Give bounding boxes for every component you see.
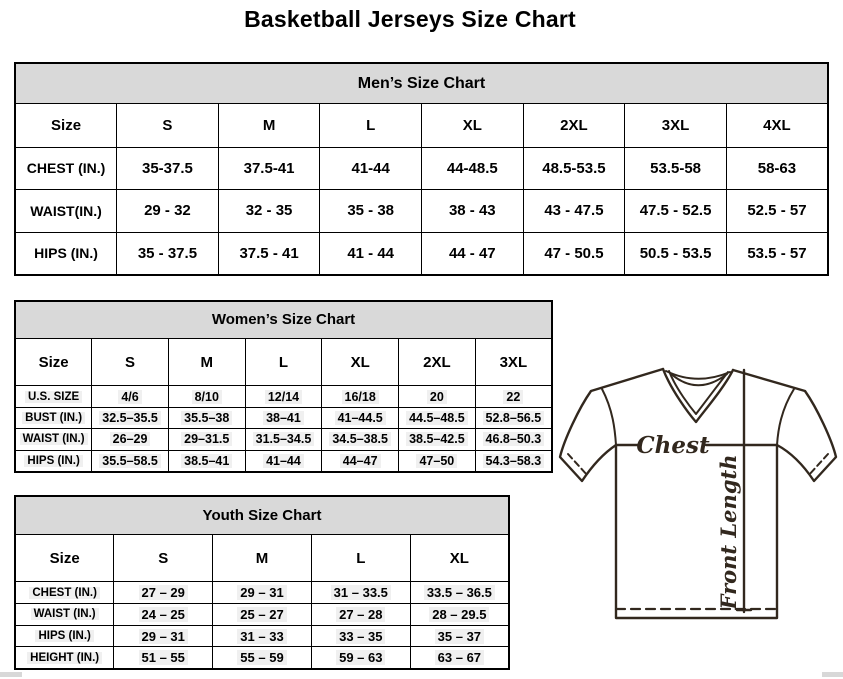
youth-cell: 35 – 37 — [410, 625, 509, 647]
chest-label: Chest — [636, 432, 710, 459]
womens-cell: 12/14 — [245, 386, 322, 407]
mens-cell: 53.5 - 57 — [726, 232, 828, 275]
womens-cell: 31.5–34.5 — [245, 429, 322, 450]
mens-cell: 47.5 - 52.5 — [625, 190, 727, 232]
womens-cell: 29–31.5 — [168, 429, 245, 450]
womens-cell: 41–44 — [245, 450, 322, 472]
womens-chart-title: Women’s Size Chart — [15, 301, 552, 338]
youth-cell: 51 – 55 — [114, 647, 213, 669]
mens-cell: 48.5-53.5 — [523, 147, 625, 189]
youth-cell: 27 – 29 — [114, 582, 213, 604]
womens-col-m: M — [168, 338, 245, 386]
mens-row-label: HIPS (IN.) — [15, 232, 117, 275]
youth-cell: 31 – 33.5 — [311, 582, 410, 604]
womens-cell: 26–29 — [92, 429, 169, 450]
mens-col-s: S — [117, 104, 219, 147]
youth-cell: 24 – 25 — [114, 604, 213, 626]
mens-col-l: L — [320, 104, 422, 147]
womens-cell: 38.5–41 — [168, 450, 245, 472]
mens-col-2xl: 2XL — [523, 104, 625, 147]
mens-cell: 35-37.5 — [117, 147, 219, 189]
youth-row-label: WAIST (IN.) — [15, 604, 114, 626]
mens-cell: 41 - 44 — [320, 232, 422, 275]
mens-cell: 38 - 43 — [422, 190, 524, 232]
womens-col-3xl: 3XL — [475, 338, 552, 386]
womens-row-label: WAIST (IN.) — [15, 429, 92, 450]
womens-cell: 8/10 — [168, 386, 245, 407]
scrollbar-fragment-left — [0, 672, 22, 677]
womens-cell: 38.5–42.5 — [399, 429, 476, 450]
womens-row — [15, 386, 552, 407]
right-cuff-stitch — [808, 454, 828, 476]
mens-col-xl: XL — [422, 104, 524, 147]
womens-cell: 20 — [399, 386, 476, 407]
womens-cell: 46.8–50.3 — [475, 429, 552, 450]
womens-cell: 16/18 — [322, 386, 399, 407]
page-title: Basketball Jerseys Size Chart — [244, 6, 576, 32]
mens-chart-title: Men’s Size Chart — [15, 63, 828, 104]
mens-cell: 44-48.5 — [422, 147, 524, 189]
youth-cell: 55 – 59 — [213, 647, 312, 669]
womens-col-s: S — [92, 338, 169, 386]
youth-row — [15, 647, 509, 669]
womens-cell: 22 — [475, 386, 552, 407]
womens-col-size: Size — [15, 338, 92, 386]
scrollbar-fragment-right — [822, 672, 843, 677]
womens-row-label: HIPS (IN.) — [15, 450, 92, 472]
youth-cell: 63 – 67 — [410, 647, 509, 669]
youth-row — [15, 625, 509, 647]
womens-row — [15, 407, 552, 428]
womens-row-label: U.S. SIZE — [15, 386, 92, 407]
womens-cell: 4/6 — [92, 386, 169, 407]
jersey-outline — [560, 369, 836, 618]
womens-cell: 54.3–58.3 — [475, 450, 552, 472]
womens-cell: 32.5–35.5 — [92, 407, 169, 428]
womens-cell: 35.5–58.5 — [92, 450, 169, 472]
womens-cell: 38–41 — [245, 407, 322, 428]
youth-row-label: CHEST (IN.) — [15, 582, 114, 604]
womens-cell: 41–44.5 — [322, 407, 399, 428]
womens-row — [15, 429, 552, 450]
youth-col-s: S — [114, 535, 213, 582]
mens-cell: 32 - 35 — [218, 190, 320, 232]
womens-cell: 52.8–56.5 — [475, 407, 552, 428]
mens-cell: 53.5-58 — [625, 147, 727, 189]
mens-cell: 35 - 37.5 — [117, 232, 219, 275]
mens-cell: 35 - 38 — [320, 190, 422, 232]
womens-row — [15, 450, 552, 472]
youth-col-xl: XL — [410, 535, 509, 582]
youth-cell: 25 – 27 — [213, 604, 312, 626]
youth-cell: 59 – 63 — [311, 647, 410, 669]
left-cuff-stitch — [568, 454, 588, 476]
youth-cell: 33.5 – 36.5 — [410, 582, 509, 604]
womens-col-l: L — [245, 338, 322, 386]
mens-row — [15, 147, 828, 189]
womens-size-table — [14, 300, 553, 473]
youth-col-size: Size — [15, 535, 114, 582]
youth-cell: 29 – 31 — [114, 625, 213, 647]
youth-chart-title: Youth Size Chart — [15, 496, 509, 535]
womens-cell: 35.5–38 — [168, 407, 245, 428]
womens-cell: 47–50 — [399, 450, 476, 472]
youth-col-m: M — [213, 535, 312, 582]
youth-row — [15, 604, 509, 626]
youth-row-label: HIPS (IN.) — [15, 625, 114, 647]
youth-cell: 31 – 33 — [213, 625, 312, 647]
front-length-label: Front Length — [716, 454, 741, 610]
mens-size-table — [14, 62, 829, 276]
mens-cell: 37.5-41 — [218, 147, 320, 189]
mens-row — [15, 232, 828, 275]
womens-row-label: BUST (IN.) — [15, 407, 92, 428]
womens-cell: 44.5–48.5 — [399, 407, 476, 428]
youth-size-table — [14, 495, 510, 670]
mens-col-m: M — [218, 104, 320, 147]
jersey-measurement-diagram — [553, 360, 843, 628]
mens-cell: 41-44 — [320, 147, 422, 189]
mens-col-4xl: 4XL — [726, 104, 828, 147]
womens-cell: 44–47 — [322, 450, 399, 472]
mens-cell: 29 - 32 — [117, 190, 219, 232]
youth-row — [15, 582, 509, 604]
womens-cell: 34.5–38.5 — [322, 429, 399, 450]
mens-col-3xl: 3XL — [625, 104, 727, 147]
mens-cell: 43 - 47.5 — [523, 190, 625, 232]
youth-cell: 28 – 29.5 — [410, 604, 509, 626]
mens-cell: 58-63 — [726, 147, 828, 189]
youth-cell: 27 – 28 — [311, 604, 410, 626]
mens-cell: 47 - 50.5 — [523, 232, 625, 275]
mens-cell: 37.5 - 41 — [218, 232, 320, 275]
youth-cell: 33 – 35 — [311, 625, 410, 647]
mens-cell: 44 - 47 — [422, 232, 524, 275]
mens-row — [15, 190, 828, 232]
mens-cell: 52.5 - 57 — [726, 190, 828, 232]
mens-row-label: CHEST (IN.) — [15, 147, 117, 189]
mens-cell: 50.5 - 53.5 — [625, 232, 727, 275]
mens-col-size: Size — [15, 104, 117, 147]
womens-col-2xl: 2XL — [399, 338, 476, 386]
womens-col-xl: XL — [322, 338, 399, 386]
youth-col-l: L — [311, 535, 410, 582]
youth-row-label: HEIGHT (IN.) — [15, 647, 114, 669]
mens-row-label: WAIST(IN.) — [15, 190, 117, 232]
youth-cell: 29 – 31 — [213, 582, 312, 604]
